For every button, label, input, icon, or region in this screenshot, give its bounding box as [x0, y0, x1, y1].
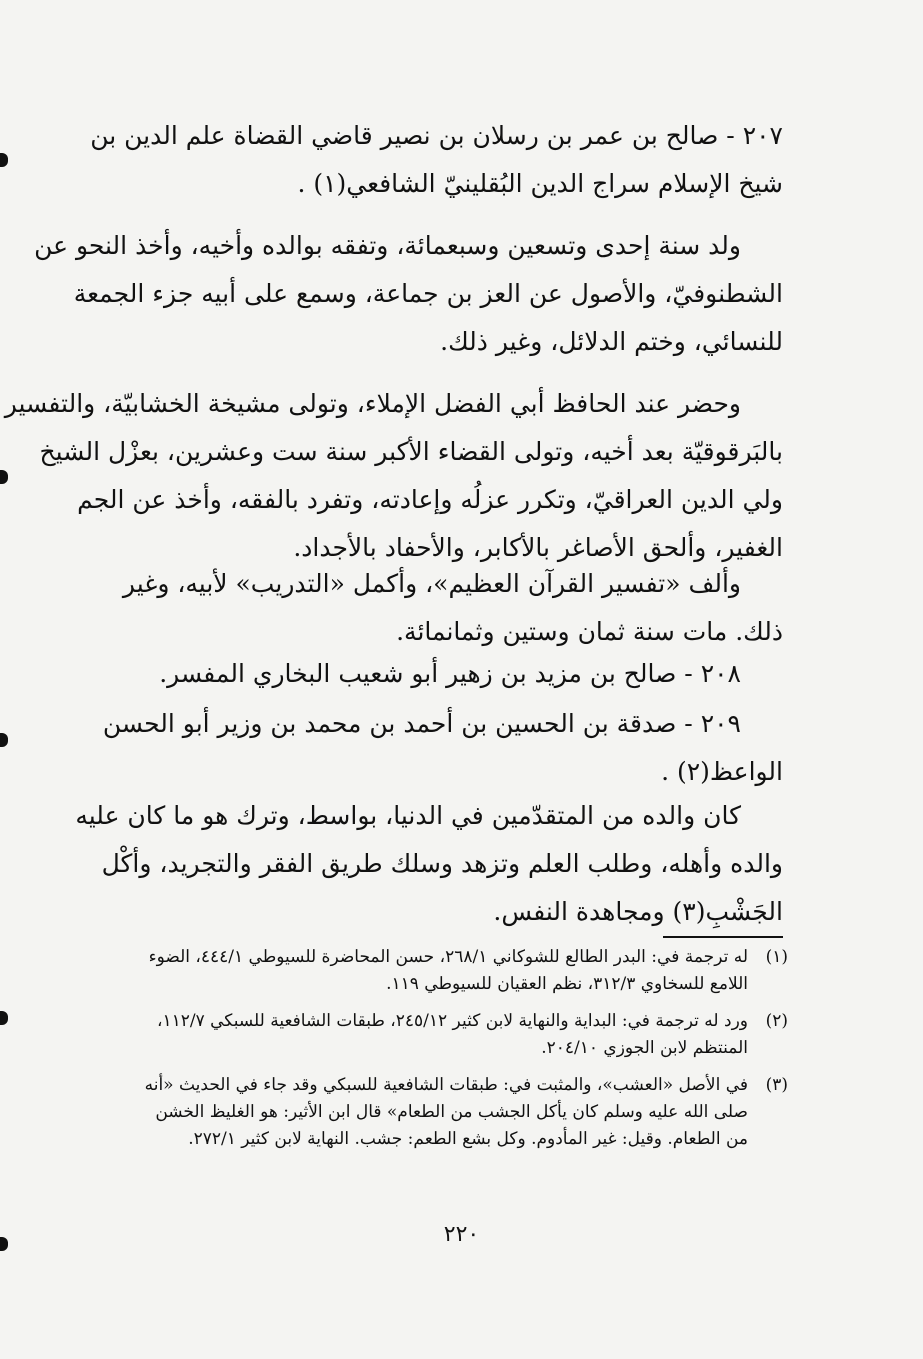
entry-208 — [115, 650, 783, 698]
text-line: وألف «تفسير القرآن العظيم»، وأكمل «التدريب» لأبيه، وغير — [122, 569, 741, 598]
footnote-line: صلى الله عليه وسلم كان يأكل الجشب من الطعام» قال ابن الأثير: هو الغليظ الخشن — [155, 1102, 748, 1122]
footnote-line: من الطعام. وقيل: غير المأدوم. وكل بشع الطعم: جشب. النهاية لابن كثير ٢٧٢/١. — [188, 1129, 748, 1149]
paragraph-birth — [34, 222, 783, 366]
text-line: ٢٠٩ - صدقة بن الحسين بن أحمد بن محمد بن وزير أبو الحسن — [102, 709, 741, 738]
margin-mark — [0, 733, 8, 747]
text-line: بالبَرقوقيّة بعد أخيه، وتولى القضاء الأكبر سنة ست وعشرين، بعزْل الشيخ — [39, 437, 783, 466]
paragraph-father — [75, 792, 783, 936]
text-line: الشطنوفيّ، والأصول عن العز بن جماعة، وسمع على أبيه جزء الجمعة — [73, 279, 783, 308]
text-line: ٢٠٧ - صالح بن عمر بن رسلان بن نصير قاضي القضاة علم الدين بن — [90, 121, 783, 150]
footnote-line: له ترجمة في: البدر الطالع للشوكاني ٢٦٨/١، حسن المحاضرة للسيوطي ٤٤٤/١، الضوء — [148, 947, 748, 967]
footnotes — [118, 944, 788, 1163]
footnote-2 — [118, 1008, 788, 1062]
footnote-number: (٣) — [765, 1075, 788, 1095]
margin-mark — [0, 1011, 8, 1025]
footnote-line: اللامع للسخاوي ٣١٢/٣، نظم العقيان للسيوطي ١١٩. — [386, 974, 748, 994]
paragraph-posts — [4, 380, 783, 572]
footnote-number: (١) — [765, 947, 788, 967]
entry-209 — [102, 700, 783, 796]
text-line: الواعظ(٢) . — [661, 757, 783, 786]
text-line: للنسائي، وختم الدلائل، وغير ذلك. — [440, 327, 783, 356]
entry-207 — [90, 112, 783, 208]
paragraph-works — [115, 560, 783, 656]
margin-mark — [0, 153, 8, 167]
text-line: شيخ الإسلام سراج الدين البُقلينيّ الشافعي(١) . — [297, 169, 783, 198]
text-line: الجَشْبِ(٣) ومجاهدة النفس. — [493, 897, 783, 926]
text-line: ٢٠٨ - صالح بن مزيد بن زهير أبو شعيب البخاري المفسر. — [159, 659, 741, 688]
text-line: الغفير، وألحق الأصاغر بالأكابر، والأحفاد بالأجداد. — [293, 533, 783, 562]
footnote-line: المنتظم لابن الجوزي ٢٠٤/١٠. — [541, 1038, 748, 1058]
text-line: كان والده من المتقدّمين في الدنيا، بواسط، وترك هو ما كان عليه — [75, 801, 741, 830]
text-line: ذلك. مات سنة ثمان وستين وثمانمائة. — [396, 617, 783, 646]
footnote-line: في الأصل «العشب»، والمثبت في: طبقات الشافعية للسبكي وقد جاء في الحديث «أنه — [144, 1075, 748, 1095]
margin-mark — [0, 470, 8, 484]
footnote-number: (٢) — [765, 1011, 788, 1031]
text-line: وحضر عند الحافظ أبي الفضل الإملاء، وتولى مشيخة الخشابيّة، والتفسير — [4, 389, 741, 418]
page-number: ٢٢٠ — [443, 1222, 480, 1247]
footnote-divider — [663, 936, 783, 938]
text-line: ولد سنة إحدى وتسعين وسبعمائة، وتفقه بوالده وأخيه، وأخذ النحو عن — [34, 231, 741, 260]
footnote-line: ورد له ترجمة في: البداية والنهاية لابن كثير ٢٤٥/١٢، طبقات الشافعية للسبكي ١١٢/٧، — [156, 1011, 748, 1031]
footnote-3 — [118, 1072, 788, 1153]
text-line: والده وأهله، وطلب العلم وتزهد وسلك طريق الفقر والتجريد، وأكْل — [101, 849, 783, 878]
footnote-1 — [118, 944, 788, 998]
text-line: ولي الدين العراقيّ، وتكرر عزلُه وإعادته، وتفرد بالفقه، وأخذ عن الجم — [77, 485, 783, 514]
